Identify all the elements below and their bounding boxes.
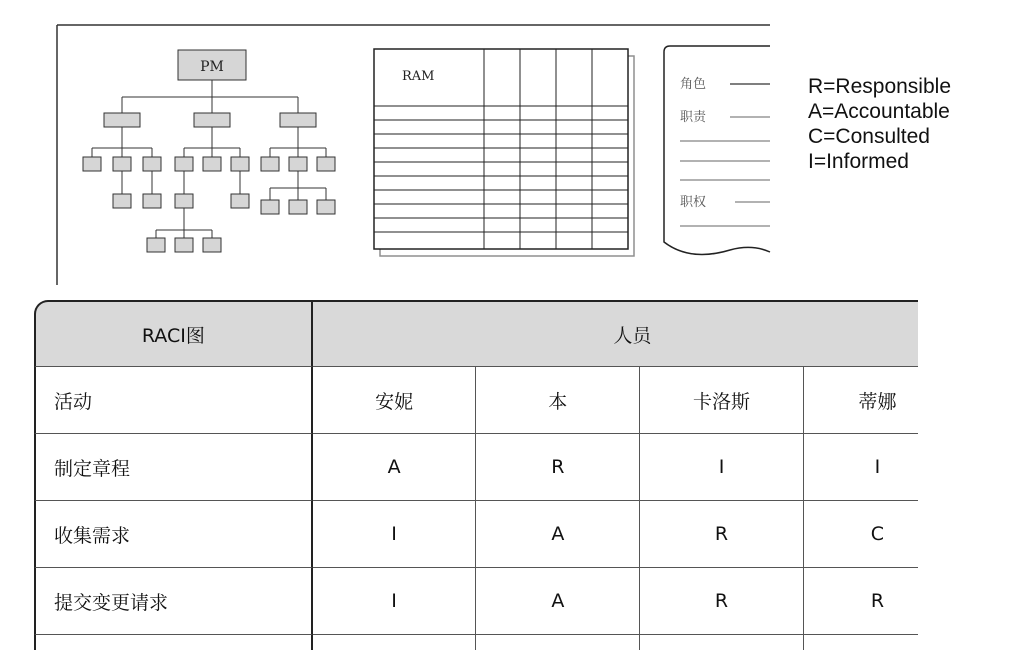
legend-responsible: R=Responsible <box>808 75 952 98</box>
activity-header-cell: 活动 <box>34 367 313 434</box>
role-doc-authority-label: 职权 <box>680 195 707 210</box>
raci-value-cell: R <box>804 568 918 635</box>
responsibility-formats-figure <box>0 0 1028 290</box>
person-cell: 安妮 <box>313 367 477 434</box>
raci-value-cell: I <box>313 501 477 568</box>
role-doc-role-label: 角色 <box>680 77 707 92</box>
raci-value-cell: I <box>313 568 477 635</box>
legend-accountable: A=Accountable <box>808 100 950 123</box>
activity-cell: 提交变更请求 <box>34 568 313 635</box>
raci-value-cell: A <box>313 434 477 501</box>
raci-value-cell: A <box>476 568 640 635</box>
raci-value-cell: R <box>640 568 804 635</box>
raci-legend <box>808 74 951 174</box>
activity-cell: 制定章程 <box>34 434 313 501</box>
org-chart <box>83 50 335 252</box>
person-cell: 蒂娜 <box>804 367 918 434</box>
table-row <box>34 501 918 568</box>
people-row <box>34 367 918 434</box>
legend-consulted: C=Consulted <box>808 125 930 148</box>
raci-value-cell: C <box>804 501 918 568</box>
raci-value-cell: I <box>804 434 918 501</box>
role-description-document <box>664 46 770 255</box>
table-row <box>34 568 918 635</box>
legend-informed: I=Informed <box>808 150 909 173</box>
people-header-cell: 人员 <box>313 300 918 367</box>
person-cell: 卡洛斯 <box>640 367 804 434</box>
person-cell: 本 <box>476 367 640 434</box>
raci-table <box>34 300 918 650</box>
org-root-label: PM <box>200 59 224 75</box>
raci-header-row <box>34 300 918 367</box>
table-row-partial <box>34 635 918 650</box>
raci-value-cell: A <box>476 501 640 568</box>
activity-cell: 收集需求 <box>34 501 313 568</box>
ram-matrix <box>374 49 634 256</box>
ram-label: RAM <box>402 69 435 84</box>
raci-corner-cell: RACI图 <box>34 300 313 367</box>
table-row <box>34 434 918 501</box>
role-doc-duty-label: 职责 <box>680 110 707 125</box>
raci-value-cell: R <box>476 434 640 501</box>
raci-value-cell: R <box>640 501 804 568</box>
raci-value-cell: I <box>640 434 804 501</box>
raci-chart <box>34 300 918 650</box>
